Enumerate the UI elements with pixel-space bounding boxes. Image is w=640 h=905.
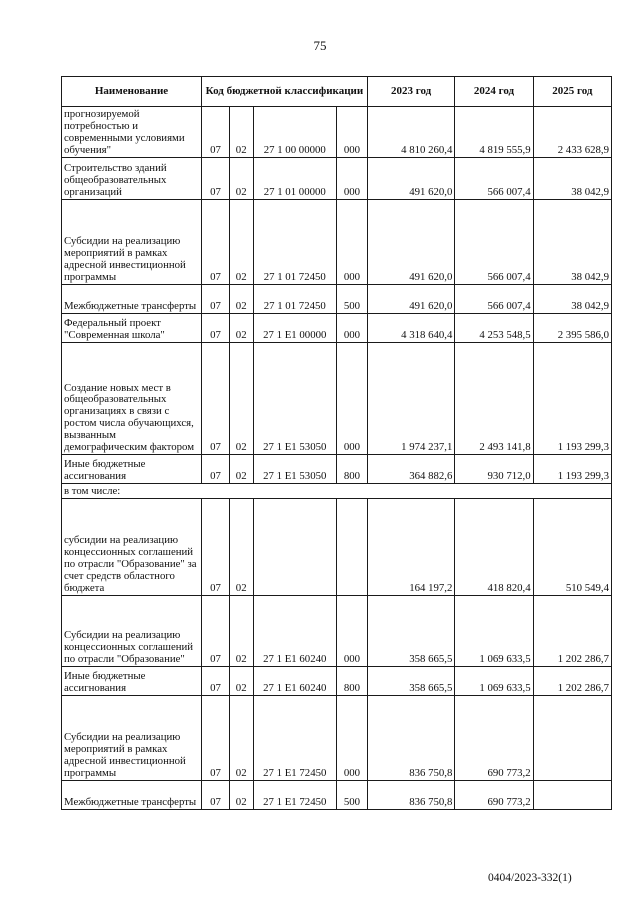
row-subsection: 02 <box>229 781 253 810</box>
row-value-2023: 491 620,0 <box>367 285 455 314</box>
row-target-code <box>253 499 336 596</box>
row-value-2024: 930 712,0 <box>455 455 533 484</box>
row-expense-type: 000 <box>336 107 367 158</box>
row-target-code: 27 1 00 00000 <box>253 107 336 158</box>
row-expense-type: 000 <box>336 200 367 285</box>
row-target-code: 27 1 E1 00000 <box>253 314 336 343</box>
table-row <box>62 285 612 314</box>
row-value-2025 <box>533 696 611 781</box>
row-value-2025: 38 042,9 <box>533 158 611 200</box>
row-name: Создание новых мест в общеобразовательных организациях в связи с ростом числа обучающихся, вызванным демографическим фактором <box>62 343 202 455</box>
row-value-2025: 1 202 286,7 <box>533 596 611 667</box>
row-target-code: 27 1 E1 60240 <box>253 667 336 696</box>
row-expense-type: 500 <box>336 285 367 314</box>
row-name: Иные бюджетные ассигнования <box>62 667 202 696</box>
row-subsection: 02 <box>229 455 253 484</box>
table-row <box>62 314 612 343</box>
row-value-2025: 1 193 299,3 <box>533 455 611 484</box>
row-value-2023: 1 974 237,1 <box>367 343 455 455</box>
row-name: Строительство зданий общеобразовательных организаций <box>62 158 202 200</box>
row-value-2023: 491 620,0 <box>367 158 455 200</box>
row-subsection: 02 <box>229 667 253 696</box>
row-value-2025: 38 042,9 <box>533 285 611 314</box>
row-value-2023: 4 810 260,4 <box>367 107 455 158</box>
row-section: 07 <box>202 455 230 484</box>
row-target-code: 27 1 01 72450 <box>253 200 336 285</box>
row-value-2024: 690 773,2 <box>455 696 533 781</box>
row-section: 07 <box>202 314 230 343</box>
row-expense-type: 800 <box>336 455 367 484</box>
table-row-note <box>62 484 612 499</box>
header-budget-code: Код бюджетной классификации <box>202 77 368 107</box>
row-subsection: 02 <box>229 499 253 596</box>
row-name: Субсидии на реализацию мероприятий в рамках адресной инвестиционной программы <box>62 696 202 781</box>
row-subsection: 02 <box>229 285 253 314</box>
row-section: 07 <box>202 596 230 667</box>
row-target-code: 27 1 E1 72450 <box>253 781 336 810</box>
row-section: 07 <box>202 158 230 200</box>
row-value-2023: 491 620,0 <box>367 200 455 285</box>
document-code: 0404/2023-332(1) <box>488 872 572 884</box>
row-value-2025: 2 395 586,0 <box>533 314 611 343</box>
row-value-2024: 1 069 633,5 <box>455 596 533 667</box>
table-row <box>62 343 612 455</box>
row-value-2023: 358 665,5 <box>367 596 455 667</box>
table-row <box>62 158 612 200</box>
header-2024: 2024 год <box>455 77 533 107</box>
row-value-2023: 164 197,2 <box>367 499 455 596</box>
row-name: Субсидии на реализацию концессионных соглашений по отрасли "Образование" <box>62 596 202 667</box>
row-section: 07 <box>202 285 230 314</box>
row-expense-type: 500 <box>336 781 367 810</box>
table-row <box>62 596 612 667</box>
row-value-2025: 2 433 628,9 <box>533 107 611 158</box>
row-section: 07 <box>202 781 230 810</box>
row-subsection: 02 <box>229 596 253 667</box>
row-value-2024: 566 007,4 <box>455 158 533 200</box>
row-subsection: 02 <box>229 343 253 455</box>
table-row <box>62 696 612 781</box>
row-value-2023: 364 882,6 <box>367 455 455 484</box>
header-name: Наименование <box>62 77 202 107</box>
header-row <box>62 77 612 107</box>
row-name: субсидии на реализацию концессионных соглашений по отрасли "Образование" за счет средств областного бюджета <box>62 499 202 596</box>
row-name: Федеральный проект "Современная школа" <box>62 314 202 343</box>
row-target-code: 27 1 E1 60240 <box>253 596 336 667</box>
row-expense-type: 000 <box>336 343 367 455</box>
row-name: Межбюджетные трансферты <box>62 781 202 810</box>
page-number: 75 <box>313 38 327 53</box>
row-subsection: 02 <box>229 107 253 158</box>
row-section: 07 <box>202 200 230 285</box>
row-subsection: 02 <box>229 696 253 781</box>
table-row <box>62 499 612 596</box>
row-target-code: 27 1 E1 72450 <box>253 696 336 781</box>
row-expense-type: 000 <box>336 696 367 781</box>
table-row <box>62 200 612 285</box>
row-target-code: 27 1 E1 53050 <box>253 343 336 455</box>
row-value-2024: 690 773,2 <box>455 781 533 810</box>
table-row <box>62 781 612 810</box>
row-value-2024: 566 007,4 <box>455 200 533 285</box>
row-expense-type <box>336 499 367 596</box>
row-value-2024: 418 820,4 <box>455 499 533 596</box>
header-2023: 2023 год <box>367 77 455 107</box>
row-subsection: 02 <box>229 158 253 200</box>
row-section: 07 <box>202 343 230 455</box>
row-value-2023: 358 665,5 <box>367 667 455 696</box>
row-value-2023: 4 318 640,4 <box>367 314 455 343</box>
row-name: прогнозируемой потребностью и современными условиями обучения" <box>62 107 202 158</box>
row-target-code: 27 1 01 72450 <box>253 285 336 314</box>
row-expense-type: 000 <box>336 596 367 667</box>
row-expense-type: 000 <box>336 158 367 200</box>
row-expense-type: 800 <box>336 667 367 696</box>
header-2025: 2025 год <box>533 77 611 107</box>
row-target-code: 27 1 E1 53050 <box>253 455 336 484</box>
row-value-2024: 1 069 633,5 <box>455 667 533 696</box>
row-expense-type: 000 <box>336 314 367 343</box>
row-target-code: 27 1 01 00000 <box>253 158 336 200</box>
row-value-2023: 836 750,8 <box>367 781 455 810</box>
row-section: 07 <box>202 696 230 781</box>
budget-table <box>61 76 612 810</box>
row-value-2025: 510 549,4 <box>533 499 611 596</box>
table-row <box>62 107 612 158</box>
row-value-2024: 4 253 548,5 <box>455 314 533 343</box>
row-section: 07 <box>202 667 230 696</box>
row-name: Иные бюджетные ассигнования <box>62 455 202 484</box>
row-name: Межбюджетные трансферты <box>62 285 202 314</box>
row-value-2024: 2 493 141,8 <box>455 343 533 455</box>
row-value-2025: 1 193 299,3 <box>533 343 611 455</box>
row-value-2025: 1 202 286,7 <box>533 667 611 696</box>
table-row <box>62 667 612 696</box>
row-name: Субсидии на реализацию мероприятий в рамках адресной инвестиционной программы <box>62 200 202 285</box>
table-row <box>62 455 612 484</box>
row-value-2025: 38 042,9 <box>533 200 611 285</box>
row-subsection: 02 <box>229 314 253 343</box>
row-section: 07 <box>202 499 230 596</box>
row-value-2025 <box>533 781 611 810</box>
row-subsection: 02 <box>229 200 253 285</box>
row-note: в том числе: <box>62 484 612 499</box>
row-value-2024: 4 819 555,9 <box>455 107 533 158</box>
row-section: 07 <box>202 107 230 158</box>
row-value-2024: 566 007,4 <box>455 285 533 314</box>
row-value-2023: 836 750,8 <box>367 696 455 781</box>
